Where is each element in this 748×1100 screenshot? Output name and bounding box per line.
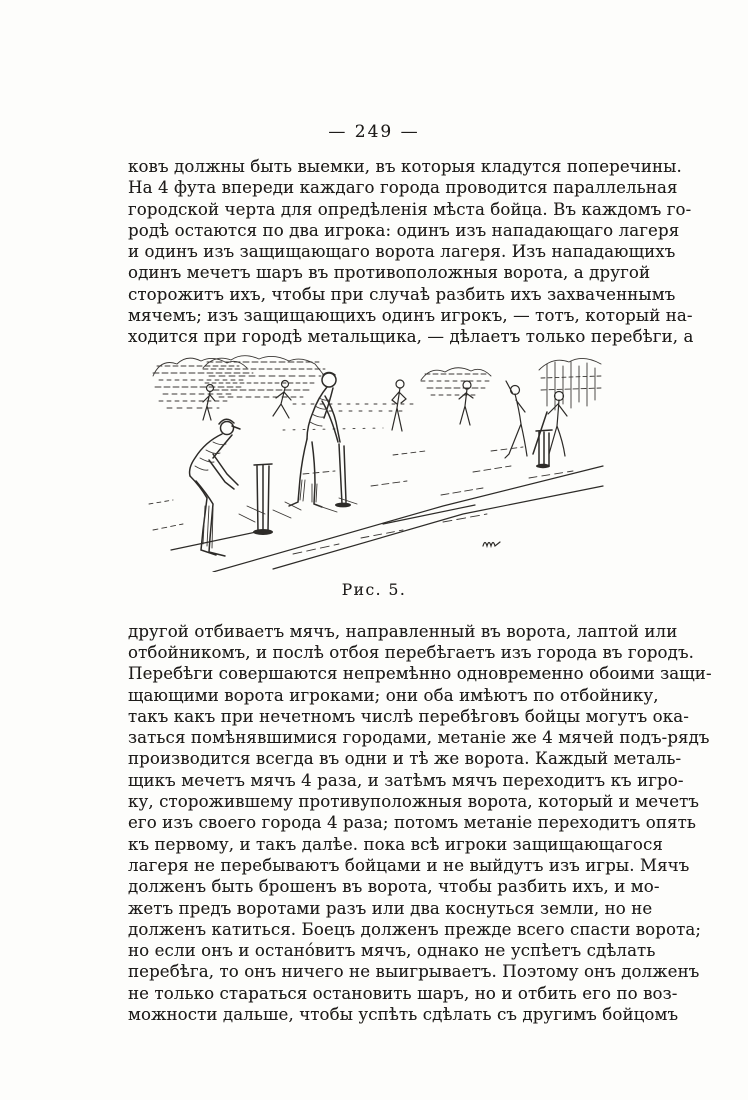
distant-fielder-figure (392, 380, 406, 431)
text-line: жетъ предъ воротами разъ или два коснуться земли, но не (128, 898, 653, 918)
left-wicket-stumps (254, 464, 272, 532)
text-line: родѣ остаются по два игрока: одинъ изъ нападающаго лагеря (128, 220, 680, 240)
text-line: сторожитъ ихъ, чтобы при случаѣ разбить ихъ захваченнымъ (128, 284, 676, 304)
text-line: ковъ должны быть выемки, въ которыя кладутся поперечины. (128, 157, 682, 176)
text-line: къ первому, и такъ далѣе. пока всѣ игроки защищающагося (128, 834, 663, 854)
text-line: можности дальше, чтобы успѣть сдѣлать съ другимъ бойцомъ (128, 1005, 679, 1025)
text-line: мячемъ; изъ защищающихъ одинъ игрокъ, — тотъ, который на- (128, 306, 693, 326)
bowler-figure (505, 381, 527, 458)
distant-fielder-figure (203, 384, 215, 420)
body-text-paragraph-2 (128, 621, 712, 1026)
text-line: Перебѣги совершаются непремѣнно одновременно обоими защи- (128, 664, 712, 684)
runner-with-bat-figure (533, 391, 567, 456)
text-line: На 4 фута впереди каждаго города проводится параллельная (128, 178, 678, 198)
figure-block (128, 354, 620, 599)
text-line: и одинъ изъ защищающаго ворота лагеря. Изъ нападающихъ (128, 242, 676, 262)
text-line: но если онъ и остано́витъ мячъ, однако не успѣетъ сдѣлать (128, 941, 656, 961)
page-number-header: — 249 — (328, 122, 420, 142)
distant-fielder-figure (273, 380, 291, 418)
text-line: заться помѣнявшимися городами, метаніе же 4 мячей подъ-рядъ (128, 728, 710, 748)
text-line: щающими ворота игроками; они оба имѣютъ по отбойнику, (128, 685, 659, 705)
text-line: ходится при городѣ метальщика, — дѣлаетъ только перебѣги, а (128, 327, 694, 347)
body-text-paragraph-1 (128, 156, 694, 348)
text-line: долженъ катиться. Боецъ долженъ прежде всего спасти ворота; (128, 919, 702, 939)
engraver-mark (483, 542, 500, 546)
text-line: его изъ своего города 4 раза; потомъ метаніе переходитъ опять (128, 813, 696, 833)
text-line: не только стараться остановить шаръ, но и отбить его по воз- (128, 983, 678, 1003)
batsman-figure (289, 372, 340, 507)
text-line: щикъ мечетъ мячъ 4 раза, и затѣмъ мячъ переходитъ къ игро- (128, 770, 684, 790)
text-line: такъ какъ при нечетномъ числѣ перебѣговъ бойцы могутъ ока- (128, 706, 689, 726)
figure-caption: Рис. 5. (341, 580, 407, 599)
text-line: городской черта для опредѣленія мѣста бойца. Въ каждомъ го- (128, 199, 692, 219)
text-line: отбойникомъ, и послѣ отбоя перебѣгаетъ изъ города въ городъ. (128, 642, 694, 662)
book-page (0, 122, 748, 1100)
text-line: лагеря не перебываютъ бойцами и не выйдутъ изъ игры. Мячъ (128, 855, 690, 875)
cricket-engraving-illustration (143, 354, 605, 572)
right-wicket-stumps (536, 430, 552, 466)
text-line: долженъ быть брошенъ въ ворота, чтобы разбить ихъ, и мо- (128, 877, 660, 897)
cricket-bat (339, 444, 346, 505)
text-line: производится всегда въ одни и тѣ же ворота. Каждый металь- (128, 749, 682, 769)
wicket-keeper-figure (190, 419, 240, 556)
text-line: другой отбиваетъ мячъ, направленный въ ворота, лаптой или (128, 621, 678, 641)
text-line: ку, сторожившему противуположныя ворота, который и мечетъ (128, 792, 700, 812)
text-line: перебѣга, то онъ ничего не выигрываетъ. Поэтому онъ долженъ (128, 962, 700, 982)
text-line: одинъ мечетъ шаръ въ противоположныя ворота, а другой (128, 263, 651, 283)
